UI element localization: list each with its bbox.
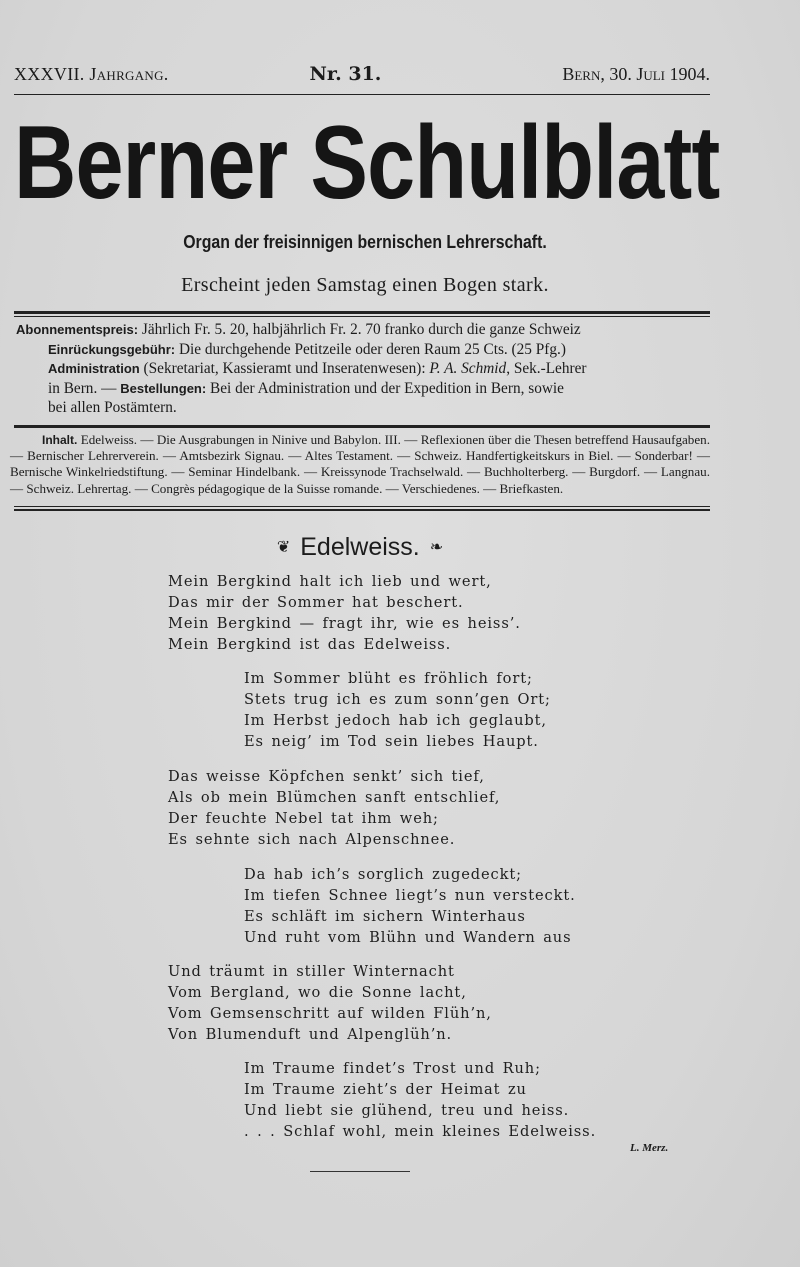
poem-title-text: Edelweiss. (300, 533, 420, 561)
verse-line: Vom Bergland, wo die Sonne lacht, (168, 984, 467, 1001)
price-line (16, 320, 710, 340)
verse-line: Da hab ich’s sorglich zugedeckt; (244, 866, 522, 883)
fleuron-left-icon: ❦ (276, 539, 291, 556)
issue-header (14, 63, 710, 85)
admin-role: , Sek.-Lehrer (506, 360, 587, 377)
contents-bottom-rule-1 (14, 506, 710, 507)
poem-title (0, 533, 720, 562)
orders-text: Bei der Administration und der Expedition in Bern, sowie (206, 379, 564, 397)
verse-line: Vom Gemsenschritt auf wilden Flüh’n, (168, 1005, 492, 1022)
fee-label: Einrückungsgebühr: (48, 341, 176, 357)
verse-line: Das weisse Köpfchen senkt’ sich tief, (168, 768, 485, 785)
stanza-5 (168, 961, 492, 1045)
thick-rule (14, 311, 710, 314)
volume-label: XXXVII. Jahrgang. (14, 64, 169, 84)
stanza-1 (168, 571, 521, 655)
masthead-title: Berner Schulblatt (14, 105, 720, 221)
price-label: Abonnementspreis: (16, 322, 139, 337)
admin-line (16, 359, 710, 379)
verse-line: Es sehnte sich nach Alpenschnee. (168, 831, 456, 848)
verse-line: Es neig’ im Tod sein liebes Haupt. (244, 733, 539, 750)
price-text: Jährlich Fr. 5. 20, halbjährlich Fr. 2. 70 franko durch die ganze Schweiz (138, 321, 581, 338)
fleuron-right-icon: ❧ (429, 539, 444, 556)
verse-line: Es schläft im sichern Winterhaus (244, 908, 526, 925)
verse-line: Mein Bergkind halt ich lieb und wert, (168, 573, 492, 590)
verse-line: Und träumt in stiller Winternacht (168, 963, 455, 980)
stanza-2 (244, 668, 551, 752)
stanza-3 (168, 766, 500, 850)
place-date: Bern, 30. Juli 1904. (562, 64, 710, 84)
verse-line: Als ob mein Blümchen sanft entschlief, (168, 789, 501, 806)
end-rule (310, 1171, 410, 1172)
verse-line: Im Traume findet’s Trost und Ruh; (244, 1060, 541, 1077)
orders-line-2: bei allen Postämtern. (48, 399, 177, 416)
verse-line: Das mir der Sommer hat beschert. (168, 594, 464, 611)
admin-name: P. A. Schmid (429, 360, 507, 377)
admin-text: (Sekretariat, Kassieramt und Inseratenwesen): (139, 360, 430, 377)
fee-line (16, 340, 710, 360)
verse-line: Von Blumenduft und Alpenglüh’n. (168, 1026, 453, 1043)
verse-line: . . . Schlaf wohl, mein kleines Edelweiss. (244, 1123, 597, 1140)
contents-top-rule (14, 425, 710, 428)
contents-label: Inhalt. (42, 433, 78, 447)
verse-line: Im tiefen Schnee liegt’s nun versteckt. (244, 887, 576, 904)
verse-line: Der feuchte Nebel tat ihm weh; (168, 810, 439, 827)
verse-line: Im Sommer blüht es fröhlich fort; (244, 670, 533, 687)
thin-rule (14, 316, 710, 317)
stanza-6 (244, 1058, 596, 1142)
orders-line (16, 379, 710, 399)
masthead-subtitle: Organ der freisinnigen bernischen Lehrerschaft. (183, 232, 547, 252)
header-rule (14, 94, 710, 95)
verse-line: Und ruht vom Blühn und Wandern aus (244, 929, 572, 946)
verse-line: Stets trug ich es zum sonn’gen Ort; (244, 691, 551, 708)
masthead-tagline: Erscheint jeden Samstag einen Bogen stark. (181, 274, 549, 296)
verse-line: Im Traume zieht’s der Heimat zu (244, 1081, 527, 1098)
orders-label: Bestellungen: (120, 380, 207, 396)
stanza-4 (244, 864, 576, 948)
verse-line: Und liebt sie glühend, treu und heiss. (244, 1102, 570, 1119)
subscription-info (16, 320, 710, 418)
admin-label: Administration (48, 361, 140, 376)
fee-text: Die durchgehende Petitzeile oder deren Raum 25 Cts. (25 Pfg.) (175, 340, 566, 358)
verse-line: Mein Bergkind ist das Edelweiss. (168, 636, 452, 653)
table-of-contents (10, 432, 710, 497)
poem-author: L. Merz. (630, 1142, 669, 1154)
contents-bottom-rule-2 (14, 509, 710, 511)
contents-text: Edelweiss. — Die Ausgrabungen in Ninive und Babylon. III. — Reflexionen über die Thesen betreffend Hausaufgaben. — Bernischer Lehrerverein. — Amtsbezirk Signau. — Altes Testament. — Schweiz. Handfertigkeitskurs in Biel. — Sonderbar! — Bernische Winkelriedstiftung. — Seminar Hindelbank. — Kreissynode Trachselwald. — Buchholterberg. — Burgdorf. — Langnau. — Schweiz. Lehrertag. — Congrès pédagogique de la Suisse romande. — Verschiedenes. — Briefkasten. (10, 432, 710, 496)
admin-text-2: in Bern. — (48, 379, 121, 397)
issue-number: Nr. 31. (309, 63, 382, 85)
verse-line: Im Herbst jedoch hab ich geglaubt, (244, 712, 547, 729)
verse-line: Mein Bergkind — fragt ihr, wie es heiss’. (168, 615, 521, 632)
